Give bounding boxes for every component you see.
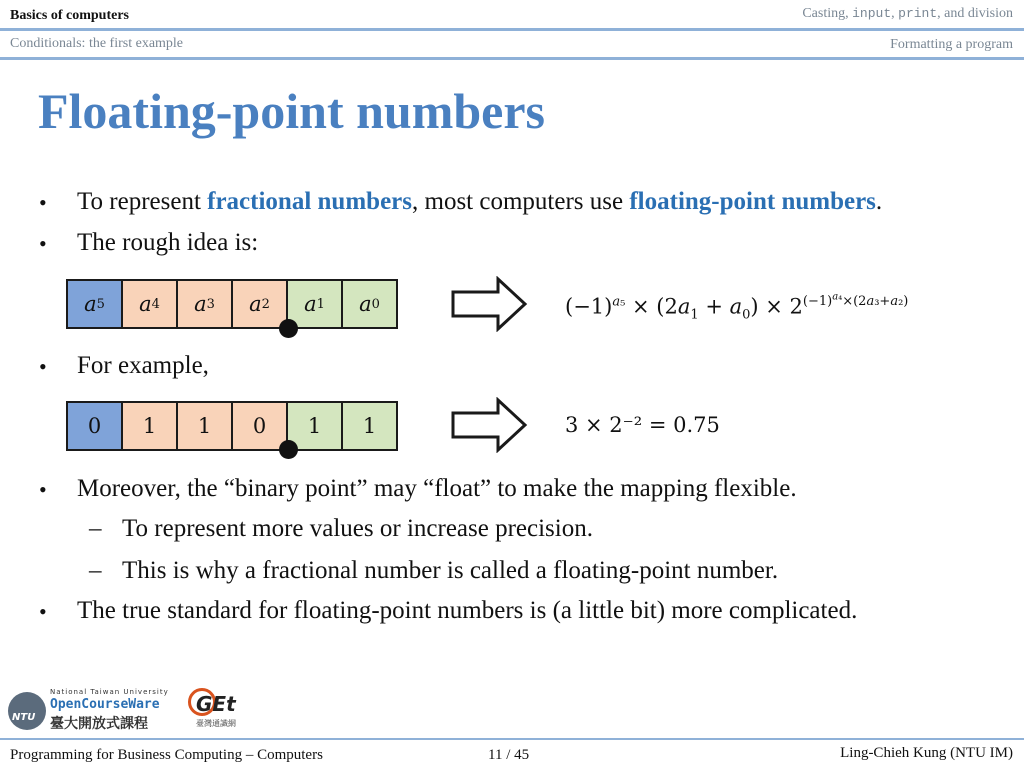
bullet-marker: •	[39, 354, 47, 379]
bit-cell-a2: a 2	[233, 281, 288, 327]
bit-cell-value: 1	[178, 403, 233, 449]
ocw-badge-text: NTU	[12, 712, 36, 723]
bullet-binary-point: Moreover, the “binary point” may “float” to make the mapping flexible.	[77, 475, 797, 502]
slide-title: Floating-point numbers	[38, 83, 546, 139]
ocw-chinese-name: 臺大開放式課程	[50, 716, 148, 732]
footer-rule	[0, 738, 1024, 740]
topic-link-casting[interactable]: Casting, input, print, and division	[802, 6, 1013, 21]
bullet-marker: •	[39, 477, 47, 502]
ocw-name: OpenCourseWare	[50, 697, 160, 712]
dash-marker: –	[89, 515, 102, 542]
formula-general: $(-1)^{a_5} \times (2a_1 + a_0) \times 2^{(-1)^{a_4}\times(2a_3+a_2)}$	[565, 292, 909, 323]
arrow-right-icon	[450, 276, 528, 332]
highlight-floating-point-numbers: floating-point numbers	[629, 188, 876, 215]
sub-bullet-precision: To represent more values or increase precision.	[122, 515, 593, 542]
ocw-logo	[8, 688, 178, 732]
bit-cell-a3: a 3	[178, 281, 233, 327]
ocw-university-name: National Taiwan University	[50, 688, 169, 696]
bit-cell-a0: a 0	[343, 281, 396, 327]
get-logo-text: GEt	[196, 692, 236, 716]
sub-bullet-why-floating: This is why a fractional number is called a floating-point number.	[122, 557, 779, 584]
binary-point-dot	[279, 440, 298, 459]
bullet-for-example: For example,	[77, 352, 209, 379]
bit-cell-value: 1	[343, 403, 396, 449]
bit-cells-example	[66, 401, 398, 451]
section-title: Basics of computers	[10, 8, 129, 23]
bullet-marker: •	[39, 599, 47, 624]
get-logo	[184, 682, 254, 734]
arrow-right-icon	[450, 397, 528, 453]
footer-course: Programming for Business Computing – Computers	[10, 747, 323, 763]
bullet-rough-idea: The rough idea is:	[77, 229, 259, 256]
header-rule-bottom	[0, 57, 1024, 60]
bit-cell-value: 0	[68, 403, 123, 449]
bit-cell-value: 1	[123, 403, 178, 449]
bit-cell-value: 1	[288, 403, 343, 449]
bullet-marker: •	[39, 231, 47, 256]
bullet-fractional: To represent fractional numbers, most computers use floating-point numbers.	[77, 188, 883, 215]
header-rule-top	[0, 28, 1024, 31]
get-logo-subtext: 臺灣通識網	[196, 719, 236, 728]
bit-cell-value: 0	[233, 403, 288, 449]
page-number: 11 / 45	[488, 747, 530, 763]
bullet-true-standard: The true standard for floating-point numbers is (a little bit) more complicated.	[77, 597, 858, 624]
bit-cell-a1: a 1	[288, 281, 343, 327]
highlight-fractional-numbers: fractional numbers	[207, 188, 412, 215]
footer-author: Ling-Chieh Kung (NTU IM)	[840, 745, 1013, 761]
formula-example-result: 3 × 2⁻² = 0.75	[565, 413, 720, 437]
subsection-link-formatting[interactable]: Formatting a program	[890, 37, 1013, 52]
bit-cell-a5: a 5	[68, 281, 123, 327]
binary-point-dot	[279, 319, 298, 338]
subsection-link-conditionals[interactable]: Conditionals: the first example	[10, 36, 184, 51]
bit-cells-symbolic	[66, 279, 398, 329]
ocw-globe-icon	[8, 692, 46, 730]
bullet-marker: •	[39, 190, 47, 215]
bit-cell-a4: a 4	[123, 281, 178, 327]
dash-marker: –	[89, 557, 102, 584]
